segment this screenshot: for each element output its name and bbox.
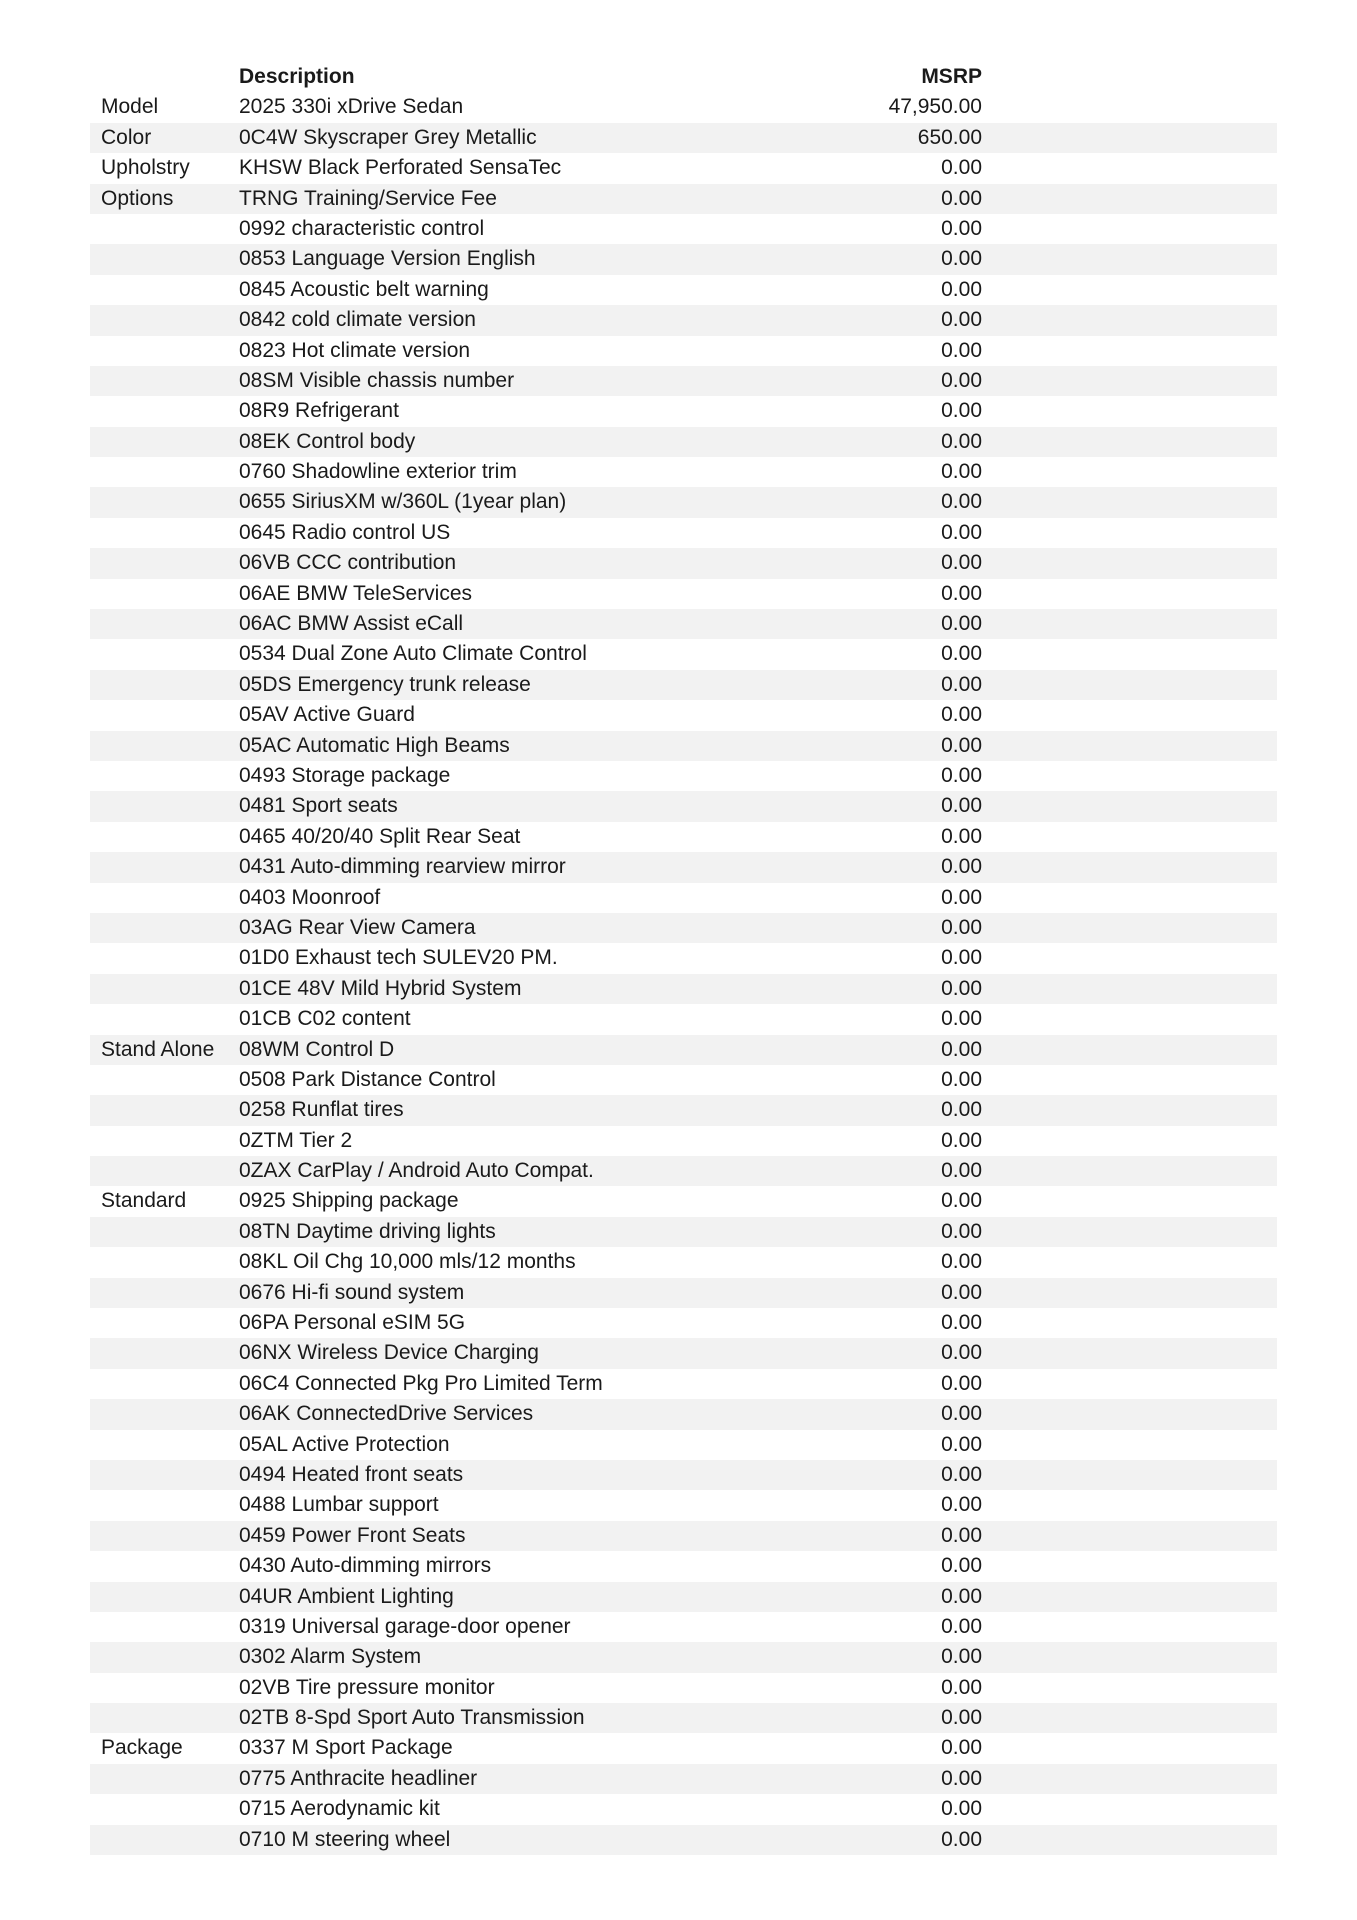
row-msrp: 0.00 xyxy=(941,460,982,484)
row-msrp: 0.00 xyxy=(941,1493,982,1517)
row-description: 06AE BMW TeleServices xyxy=(239,581,473,605)
row-msrp: 0.00 xyxy=(941,1645,982,1669)
row-description: 0488 Lumbar support xyxy=(239,1493,439,1517)
row-msrp: 0.00 xyxy=(941,1159,982,1183)
row-msrp: 0.00 xyxy=(941,1067,982,1091)
table-row xyxy=(90,1095,1277,1125)
row-msrp: 0.00 xyxy=(941,1311,982,1335)
row-description: 06AK ConnectedDrive Services xyxy=(239,1402,534,1426)
table-row xyxy=(90,1126,1277,1156)
row-msrp: 0.00 xyxy=(941,1128,982,1152)
row-msrp: 0.00 xyxy=(941,1007,982,1031)
row-msrp: 0.00 xyxy=(941,186,982,210)
row-msrp: 0.00 xyxy=(941,551,982,575)
row-description: 0992 characteristic control xyxy=(239,216,485,240)
table-row xyxy=(90,366,1277,396)
row-msrp: 0.00 xyxy=(941,156,982,180)
row-msrp: 0.00 xyxy=(941,1432,982,1456)
table-row xyxy=(90,791,1277,821)
row-msrp: 0.00 xyxy=(941,672,982,696)
row-msrp: 650.00 xyxy=(917,125,982,149)
row-description: 08SM Visible chassis number xyxy=(239,368,515,392)
table-row xyxy=(90,670,1277,700)
row-description: 0403 Moonroof xyxy=(239,885,381,909)
row-msrp: 0.00 xyxy=(941,1462,982,1486)
table-row xyxy=(90,731,1277,761)
row-description: 04UR Ambient Lighting xyxy=(239,1584,454,1608)
table-row xyxy=(90,609,1277,639)
row-description: 0493 Storage package xyxy=(239,763,451,787)
row-msrp: 0.00 xyxy=(941,794,982,818)
row-description: 03AG Rear View Camera xyxy=(239,915,476,939)
table-row xyxy=(90,852,1277,882)
row-msrp: 0.00 xyxy=(941,855,982,879)
table-row xyxy=(90,579,1277,609)
table-row xyxy=(90,518,1277,548)
row-msrp: 0.00 xyxy=(941,368,982,392)
row-description: 08WM Control D xyxy=(239,1037,395,1061)
row-category: Options xyxy=(101,186,174,210)
row-msrp: 0.00 xyxy=(941,1766,982,1790)
table-row xyxy=(90,1825,1277,1855)
row-msrp: 0.00 xyxy=(941,1371,982,1395)
row-description: 0481 Sport seats xyxy=(239,794,398,818)
row-msrp: 47,950.00 xyxy=(888,95,982,119)
table-row xyxy=(90,1369,1277,1399)
table-row xyxy=(90,1247,1277,1277)
table-row xyxy=(90,1733,1277,1763)
row-description: 02TB 8-Spd Sport Auto Transmission xyxy=(239,1706,585,1730)
row-msrp: 0.00 xyxy=(941,581,982,605)
row-description: 0853 Language Version English xyxy=(239,247,536,271)
row-category: Package xyxy=(101,1736,183,1760)
row-description: 06AC BMW Assist eCall xyxy=(239,612,464,636)
row-description: 2025 330i xDrive Sedan xyxy=(239,95,464,119)
table-row xyxy=(90,305,1277,335)
row-msrp: 0.00 xyxy=(941,1827,982,1851)
row-description: 01CE 48V Mild Hybrid System xyxy=(239,976,522,1000)
row-description: 0430 Auto-dimming mirrors xyxy=(239,1554,492,1578)
row-msrp: 0.00 xyxy=(941,733,982,757)
row-msrp: 0.00 xyxy=(941,612,982,636)
row-description: 08KL Oil Chg 10,000 mls/12 months xyxy=(239,1250,576,1274)
row-msrp: 0.00 xyxy=(941,1797,982,1821)
row-description: 0760 Shadowline exterior trim xyxy=(239,460,517,484)
row-msrp: 0.00 xyxy=(941,308,982,332)
row-description: 0337 M Sport Package xyxy=(239,1736,453,1760)
row-msrp: 0.00 xyxy=(941,946,982,970)
row-msrp: 0.00 xyxy=(941,763,982,787)
table-row xyxy=(90,1460,1277,1490)
row-msrp: 0.00 xyxy=(941,216,982,240)
row-msrp: 0.00 xyxy=(941,1736,982,1760)
table-row xyxy=(90,1551,1277,1581)
table-row xyxy=(90,457,1277,487)
row-category: Stand Alone xyxy=(101,1037,215,1061)
row-description: 08EK Control body xyxy=(239,429,416,453)
table-row xyxy=(90,244,1277,274)
table-row xyxy=(90,1004,1277,1034)
table-row xyxy=(90,487,1277,517)
table-row xyxy=(90,1612,1277,1642)
row-description: 08TN Daytime driving lights xyxy=(239,1219,496,1243)
table-header xyxy=(90,62,1277,92)
table-row xyxy=(90,92,1277,122)
row-msrp: 0.00 xyxy=(941,429,982,453)
row-msrp: 0.00 xyxy=(941,824,982,848)
row-description: 05DS Emergency trunk release xyxy=(239,672,531,696)
row-msrp: 0.00 xyxy=(941,1675,982,1699)
row-description: 05AV Active Guard xyxy=(239,703,415,727)
row-msrp: 0.00 xyxy=(941,520,982,544)
row-description: 0258 Runflat tires xyxy=(239,1098,404,1122)
table-row xyxy=(90,700,1277,730)
table-row xyxy=(90,427,1277,457)
row-description: TRNG Training/Service Fee xyxy=(239,186,497,210)
row-description: 01CB C02 content xyxy=(239,1007,411,1031)
row-description: 0655 SiriusXM w/360L (1year plan) xyxy=(239,490,567,514)
table-row xyxy=(90,1642,1277,1672)
row-description: 06PA Personal eSIM 5G xyxy=(239,1311,466,1335)
table-row xyxy=(90,1186,1277,1216)
table-row xyxy=(90,1065,1277,1095)
table-row xyxy=(90,943,1277,973)
row-description: 0676 Hi-fi sound system xyxy=(239,1280,465,1304)
row-description: 0459 Power Front Seats xyxy=(239,1523,466,1547)
table-row xyxy=(90,123,1277,153)
table-row xyxy=(90,184,1277,214)
table-row xyxy=(90,1521,1277,1551)
row-msrp: 0.00 xyxy=(941,247,982,271)
row-msrp: 0.00 xyxy=(941,1584,982,1608)
row-description: KHSW Black Perforated SensaTec xyxy=(239,156,562,180)
row-msrp: 0.00 xyxy=(941,1523,982,1547)
table-row xyxy=(90,275,1277,305)
row-msrp: 0.00 xyxy=(941,1250,982,1274)
row-msrp: 0.00 xyxy=(941,915,982,939)
row-description: 02VB Tire pressure monitor xyxy=(239,1675,495,1699)
row-msrp: 0.00 xyxy=(941,642,982,666)
table-row xyxy=(90,1308,1277,1338)
row-category: Model xyxy=(101,95,159,119)
table-row xyxy=(90,1035,1277,1065)
table-row xyxy=(90,336,1277,366)
row-msrp: 0.00 xyxy=(941,1189,982,1213)
row-msrp: 0.00 xyxy=(941,1614,982,1638)
row-category: Standard xyxy=(101,1189,187,1213)
row-msrp: 0.00 xyxy=(941,976,982,1000)
table-row xyxy=(90,1217,1277,1247)
row-msrp: 0.00 xyxy=(941,1706,982,1730)
row-description: 01D0 Exhaust tech SULEV20 PM. xyxy=(239,946,558,970)
header-description: Description xyxy=(239,65,355,88)
row-description: 0645 Radio control US xyxy=(239,520,451,544)
table-row xyxy=(90,913,1277,943)
table-row xyxy=(90,1278,1277,1308)
row-category: Upholstry xyxy=(101,156,190,180)
row-msrp: 0.00 xyxy=(941,338,982,362)
row-msrp: 0.00 xyxy=(941,1402,982,1426)
row-msrp: 0.00 xyxy=(941,1280,982,1304)
row-description: 05AL Active Protection xyxy=(239,1432,450,1456)
row-msrp: 0.00 xyxy=(941,277,982,301)
row-description: 0465 40/20/40 Split Rear Seat xyxy=(239,824,521,848)
row-description: 08R9 Refrigerant xyxy=(239,399,399,423)
table-body xyxy=(90,92,1277,1855)
table-row xyxy=(90,548,1277,578)
table-row xyxy=(90,639,1277,669)
row-description: 06NX Wireless Device Charging xyxy=(239,1341,539,1365)
table-row xyxy=(90,822,1277,852)
table-row xyxy=(90,1582,1277,1612)
row-msrp: 0.00 xyxy=(941,490,982,514)
row-msrp: 0.00 xyxy=(941,703,982,727)
row-msrp: 0.00 xyxy=(941,1037,982,1061)
row-msrp: 0.00 xyxy=(941,885,982,909)
table-row xyxy=(90,153,1277,183)
row-description: 0710 M steering wheel xyxy=(239,1827,451,1851)
row-description: 0302 Alarm System xyxy=(239,1645,422,1669)
row-msrp: 0.00 xyxy=(941,1219,982,1243)
header-msrp: MSRP xyxy=(921,65,982,88)
row-description: 0494 Heated front seats xyxy=(239,1462,464,1486)
table-row xyxy=(90,1794,1277,1824)
row-msrp: 0.00 xyxy=(941,1098,982,1122)
price-sheet xyxy=(90,62,1277,1855)
row-description: 0508 Park Distance Control xyxy=(239,1067,496,1091)
row-description: 0534 Dual Zone Auto Climate Control xyxy=(239,642,587,666)
table-row xyxy=(90,214,1277,244)
row-description: 0ZTM Tier 2 xyxy=(239,1128,353,1152)
row-description: 05AC Automatic High Beams xyxy=(239,733,510,757)
row-msrp: 0.00 xyxy=(941,1554,982,1578)
row-description: 0C4W Skyscraper Grey Metallic xyxy=(239,125,537,149)
row-description: 0431 Auto-dimming rearview mirror xyxy=(239,855,566,879)
row-description: 0319 Universal garage-door opener xyxy=(239,1614,571,1638)
table-row xyxy=(90,1490,1277,1520)
row-msrp: 0.00 xyxy=(941,1341,982,1365)
row-description: 06VB CCC contribution xyxy=(239,551,457,575)
row-description: 0715 Aerodynamic kit xyxy=(239,1797,440,1821)
table-row xyxy=(90,1399,1277,1429)
row-description: 0ZAX CarPlay / Android Auto Compat. xyxy=(239,1159,594,1183)
table-row xyxy=(90,1156,1277,1186)
row-description: 0845 Acoustic belt warning xyxy=(239,277,489,301)
row-description: 0823 Hot climate version xyxy=(239,338,471,362)
row-msrp: 0.00 xyxy=(941,399,982,423)
row-category: Color xyxy=(101,125,152,149)
row-description: 0842 cold climate version xyxy=(239,308,476,332)
row-description: 0925 Shipping package xyxy=(239,1189,459,1213)
table-row xyxy=(90,1764,1277,1794)
table-row xyxy=(90,1703,1277,1733)
table-row xyxy=(90,974,1277,1004)
row-description: 0775 Anthracite headliner xyxy=(239,1766,478,1790)
table-row xyxy=(90,883,1277,913)
table-row xyxy=(90,396,1277,426)
table-row xyxy=(90,1430,1277,1460)
table-row xyxy=(90,1673,1277,1703)
table-row xyxy=(90,761,1277,791)
row-description: 06C4 Connected Pkg Pro Limited Term xyxy=(239,1371,603,1395)
table-row xyxy=(90,1338,1277,1368)
